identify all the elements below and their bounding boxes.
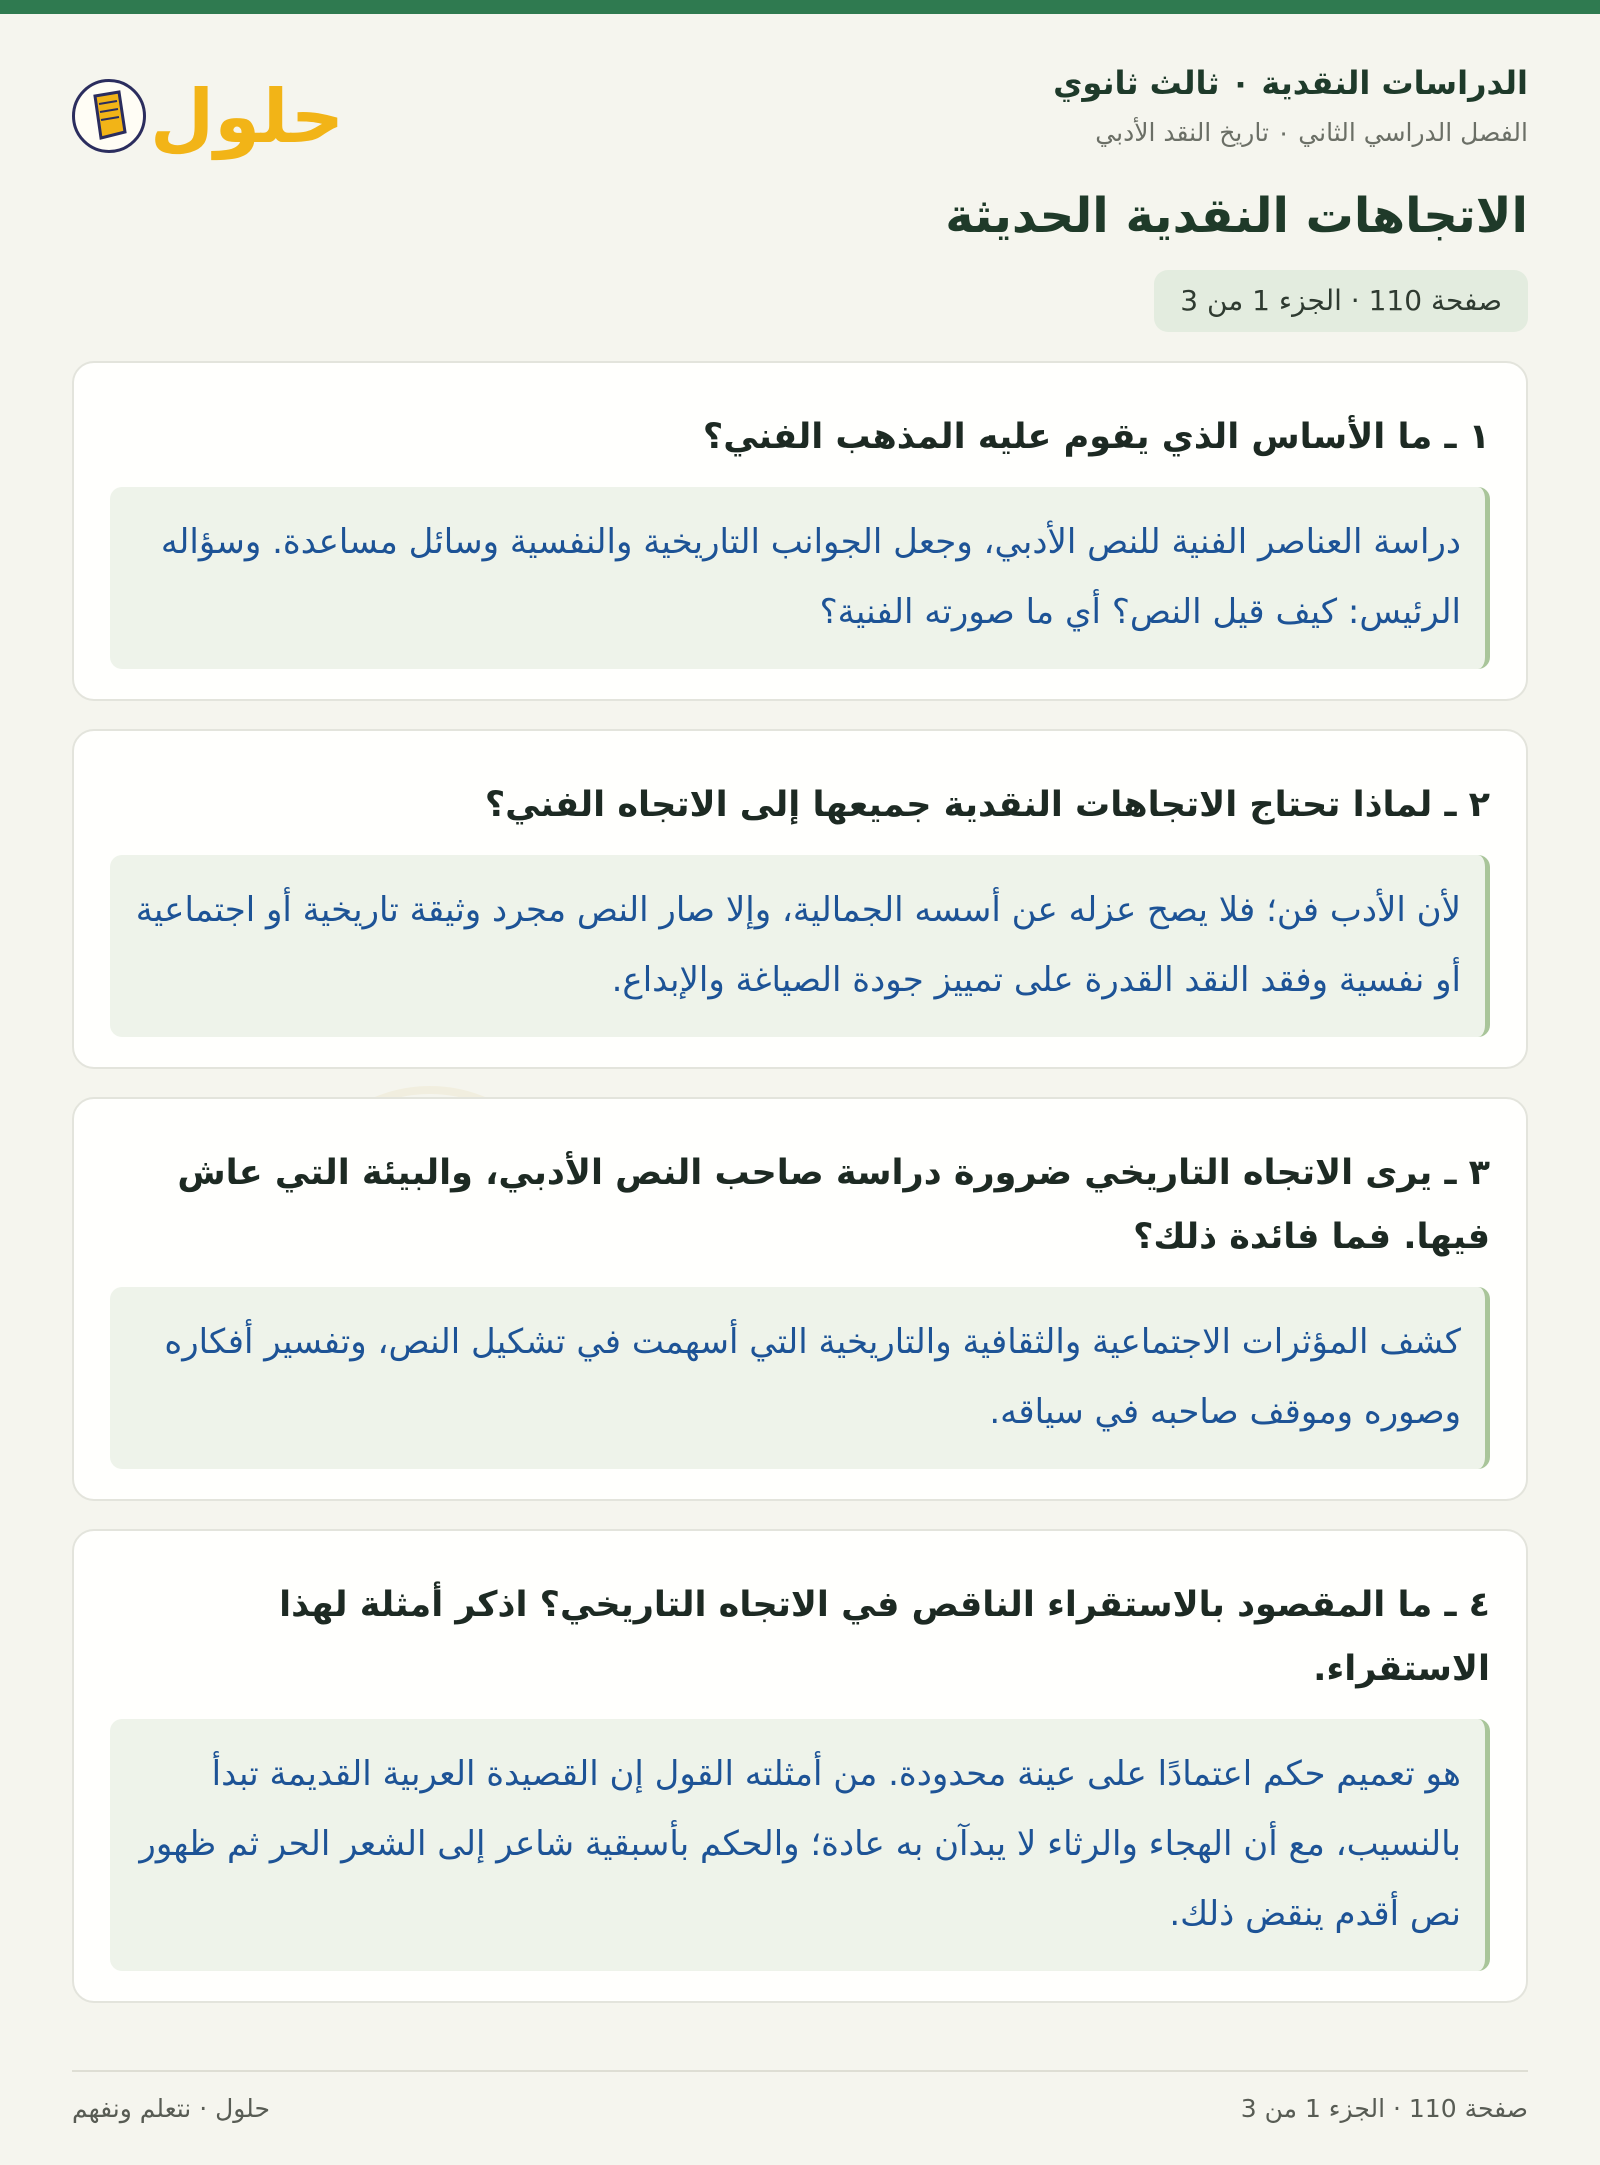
question-card-2	[72, 729, 1528, 1069]
question-card-3	[72, 1097, 1528, 1501]
question-card-4	[72, 1529, 1528, 2003]
answer-text: دراسة العناصر الفنية للنص الأدبي، وجعل الجوانب التاريخية والنفسية وسائل مساعدة. وسؤاله الرئيس: كيف قيل النص؟ أي ما صورته الفنية؟	[110, 487, 1490, 669]
logo-text: حلول	[150, 74, 345, 160]
question-text: ٣ ـ يرى الاتجاه التاريخي ضرورة دراسة صاحب النص الأدبي، والبيئة التي عاش فيها. فما فائدة ذلك؟	[177, 1153, 1490, 1257]
questions-list	[72, 361, 1528, 2031]
page-header	[72, 58, 1528, 168]
question-card-1	[72, 361, 1528, 701]
footer-brand: حلول · نتعلم ونفهم	[72, 2094, 270, 2123]
footer-divider	[72, 2070, 1528, 2072]
top-accent-bar	[0, 0, 1600, 14]
question-text: ٤ ـ ما المقصود بالاستقراء الناقص في الاتجاه التاريخي؟ اذكر أمثلة لهذا الاستقراء.	[279, 1585, 1490, 1689]
course-subtitle: الفصل الدراسي الثاني ٠ تاريخ النقد الأدبي	[1095, 118, 1528, 147]
answer-text: هو تعميم حكم اعتمادًا على عينة محدودة. من أمثلته القول إن القصيدة العربية القديمة تبدأ بالنسيب، مع أن الهجاء والرثاء لا يبدآن به عادة؛ والحكم بأسبقية شاعر إلى الشعر الحر ثم ظهور نص أقدم ينقض ذلك.	[110, 1719, 1490, 1971]
hulool-logo[interactable]	[72, 62, 345, 172]
course-title: الدراسات النقدية ٠ ثالث ثانوي	[1053, 64, 1528, 102]
footer-page-info: صفحة 110 · الجزء 1 من 3	[1240, 2094, 1528, 2123]
logo-book-icon	[72, 79, 146, 153]
answer-text: لأن الأدب فن؛ فلا يصح عزله عن أسسه الجمالية، وإلا صار النص مجرد وثيقة تاريخية أو اجتماعية أو نفسية وفقد النقد القدرة على تمييز جودة الصياغة والإبداع.	[110, 855, 1490, 1037]
question-text: ١ ـ ما الأساس الذي يقوم عليه المذهب الفني؟	[702, 417, 1490, 457]
answer-text: كشف المؤثرات الاجتماعية والثقافية والتاريخية التي أسهمت في تشكيل النص، وتفسير أفكاره وصوره وموقف صاحبه في سياقه.	[110, 1287, 1490, 1469]
header-text	[1053, 58, 1528, 147]
page-badge: صفحة 110 · الجزء 1 من 3	[1154, 270, 1528, 332]
question-text: ٢ ـ لماذا تحتاج الاتجاهات النقدية جميعها إلى الاتجاه الفني؟	[484, 785, 1490, 825]
page-title: الاتجاهات النقدية الحديثة	[945, 188, 1528, 244]
